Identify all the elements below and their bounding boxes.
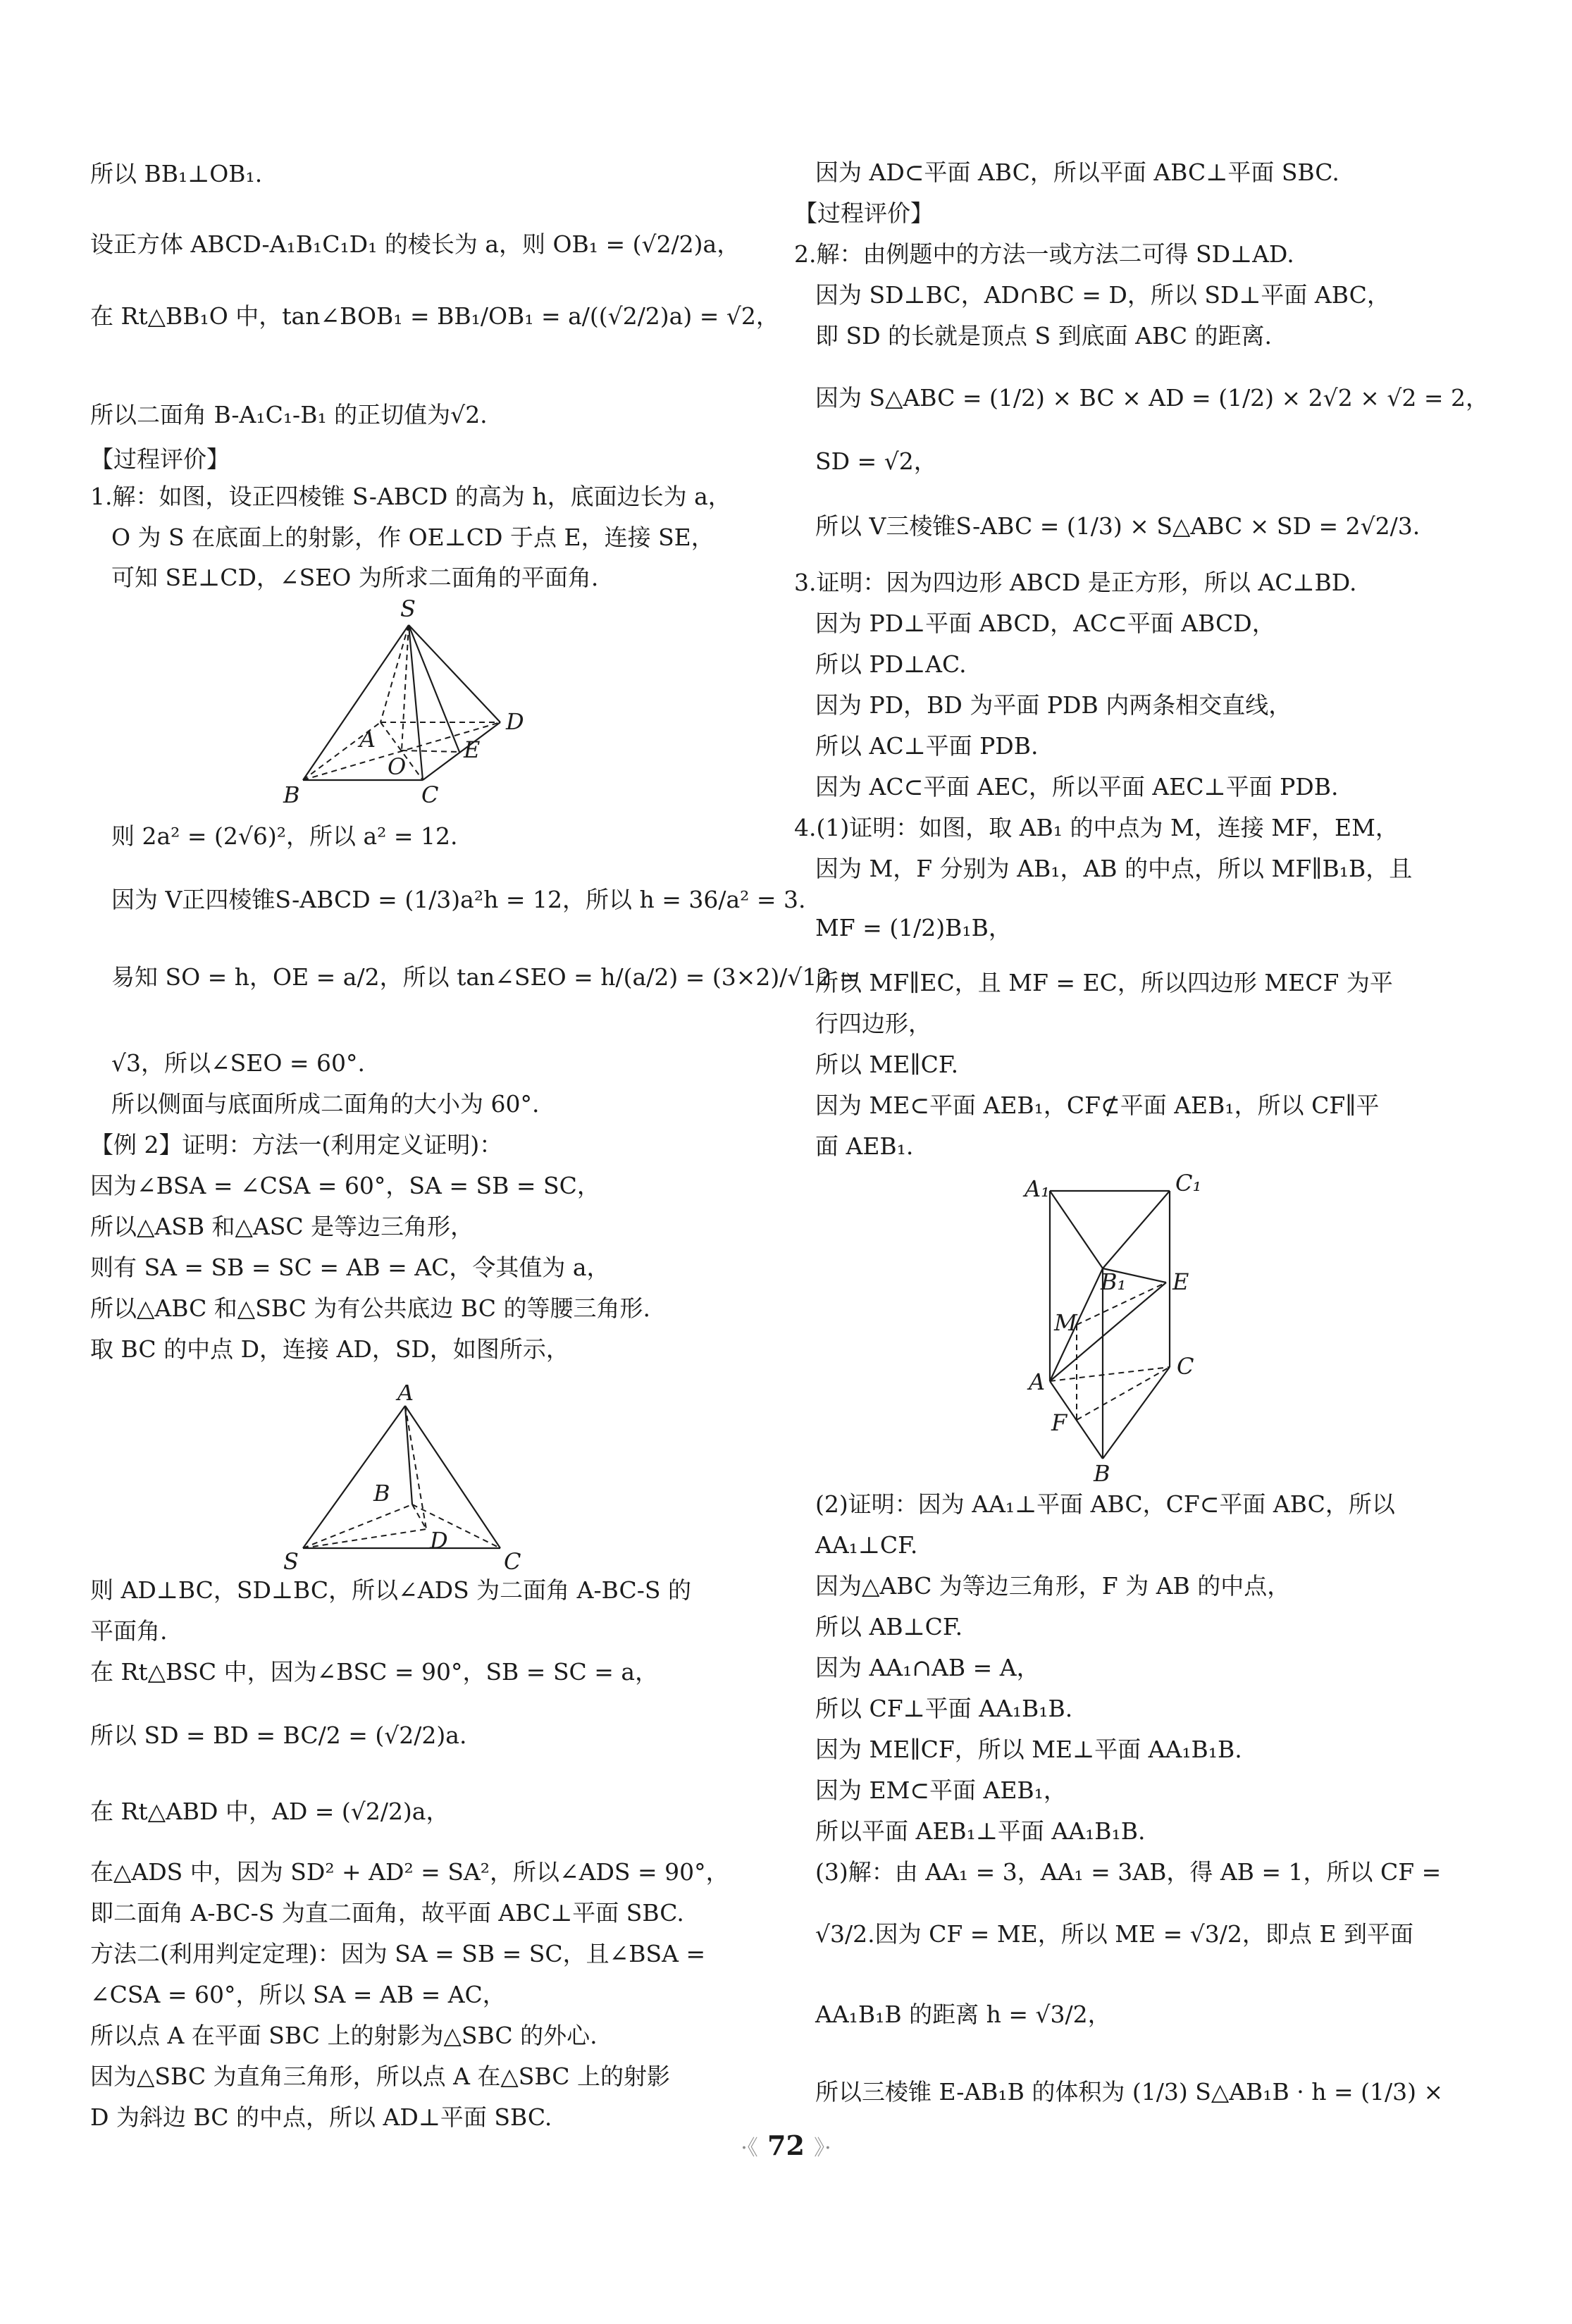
- page-number-value: 72: [767, 2130, 805, 2161]
- vertex-label: O: [388, 753, 407, 780]
- vertex-label: C: [504, 1548, 521, 1575]
- ornament-right-icon: 》·: [814, 2136, 831, 2161]
- text-line: 行四边形，: [815, 1010, 932, 1037]
- text-line: 所以 BB₁⊥OB₁.: [90, 160, 263, 187]
- text-line: SD = √2，: [815, 447, 937, 475]
- ornament-left-icon: ·《: [741, 2136, 758, 2161]
- text-line: 因为∠BSA = ∠CSA = 60°，SA = SB = SC，: [90, 1172, 600, 1199]
- text-line: 设正方体 ABCD-A₁B₁C₁D₁ 的棱长为 a，则 OB₁ = (√2/2)a，: [90, 230, 741, 258]
- text-line: 在 Rt△BB₁O 中，tan∠BOB₁ = BB₁/OB₁ = a/((√2/2)a) = √2，: [90, 302, 779, 330]
- text-line: 所以三棱锥 E-AB₁B 的体积为 (1/3) S△AB₁B · h = (1/3) ×: [815, 2078, 1444, 2106]
- text-line: 因为 ME∥CF，所以 ME⊥平面 AA₁B₁B.: [815, 1736, 1242, 1763]
- text-line: 所以平面 AEB₁⊥平面 AA₁B₁B.: [815, 1817, 1146, 1845]
- text-line: √3，所以∠SEO = 60°.: [111, 1049, 366, 1077]
- text-line: √3/2.因为 CF = ME，所以 ME = √3/2，即点 E 到平面: [815, 1920, 1413, 1948]
- text-line: 面 AEB₁.: [815, 1132, 914, 1160]
- text-line: 即 SD 的长就是顶点 S 到底面 ABC 的距离.: [815, 322, 1273, 350]
- text-line: 因为 PD⊥平面 ABCD，AC⊂平面 ABCD，: [815, 610, 1275, 637]
- text-line: 因为△ABC 为等边三角形，F 为 AB 的中点，: [815, 1572, 1291, 1600]
- text-line: AA₁⊥CF.: [815, 1531, 918, 1559]
- vertex-label: E: [464, 736, 481, 763]
- text-line: 2.解：由例题中的方法一或方法二可得 SD⊥AD.: [794, 240, 1294, 268]
- vertex-label: C₁: [1175, 1170, 1202, 1197]
- vertex-label: A: [1029, 1368, 1046, 1395]
- text-line: (2)证明：因为 AA₁⊥平面 ABC，CF⊂平面 ABC，所以: [815, 1490, 1395, 1518]
- page-number: [0, 2130, 1572, 2161]
- text-line: 在 Rt△BSC 中，因为∠BSC = 90°，SB = SC = a，: [90, 1658, 659, 1686]
- vertex-label: C: [1177, 1353, 1194, 1380]
- pyramid-figure: [282, 595, 550, 814]
- text-line: 所以二面角 B-A₁C₁-B₁ 的正切值为√2.: [90, 401, 488, 428]
- vertex-label: S: [400, 595, 416, 622]
- tetrahedron-figure: [282, 1385, 528, 1575]
- text-line: 平面角.: [90, 1617, 168, 1645]
- vertex-label: A: [397, 1385, 414, 1406]
- text-line: 所以 PD⊥AC.: [815, 650, 967, 678]
- vertex-label: D: [506, 708, 524, 735]
- text-line: 所以 MF∥EC，且 MF = EC，所以四边形 MECF 为平: [815, 969, 1393, 996]
- vertex-label: B: [283, 781, 300, 808]
- text-line: 取 BC 的中点 D，连接 AD，SD，如图所示，: [90, 1335, 569, 1363]
- text-line: D 为斜边 BC 的中点，所以 AD⊥平面 SBC.: [90, 2103, 552, 2131]
- text-line: 在△ADS 中，因为 SD² + AD² = SA²，所以∠ADS = 90°，: [90, 1858, 729, 1886]
- text-line: 方法二(利用判定定理)：因为 SA = SB = SC，且∠BSA =: [90, 1940, 706, 1967]
- vertex-label: B: [1094, 1460, 1110, 1487]
- text-line: 可知 SE⊥CD，∠SEO 为所求二面角的平面角.: [111, 564, 599, 591]
- vertex-label: C: [421, 781, 439, 808]
- text-line: 因为 EM⊂平面 AEB₁，: [815, 1776, 1067, 1804]
- text-line: 则 AD⊥BC，SD⊥BC，所以∠ADS 为二面角 A-BC-S 的: [90, 1576, 692, 1604]
- text-line: 因为 PD，BD 为平面 PDB 内两条相交直线，: [815, 691, 1292, 719]
- vertex-label: D: [430, 1527, 448, 1554]
- text-line: 所以 SD = BD = BC/2 = (√2/2)a.: [90, 1722, 467, 1749]
- vertex-label: F: [1051, 1409, 1067, 1436]
- vertex-label: E: [1172, 1268, 1189, 1295]
- text-line: MF = (1/2)B₁B，: [815, 914, 1012, 941]
- vertex-label: M: [1054, 1309, 1077, 1336]
- section-heading: 【过程评价】: [794, 199, 934, 227]
- text-line: 所以 AB⊥CF.: [815, 1613, 963, 1640]
- text-line: 所以△ABC 和△SBC 为有公共底边 BC 的等腰三角形.: [90, 1294, 650, 1322]
- text-line: 因为 S△ABC = (1/2) × BC × AD = (1/2) × 2√2 × √2 = 2，: [815, 384, 1489, 412]
- text-line: 易知 SO = h，OE = a/2，所以 tan∠SEO = h/(a/2) = (3×2)/√12 =: [111, 963, 859, 991]
- vertex-label: S: [283, 1548, 299, 1575]
- text-line: 3.证明：因为四边形 ABCD 是正方形，所以 AC⊥BD.: [794, 569, 1357, 596]
- vertex-label: A: [359, 726, 376, 753]
- text-line: 因为 V正四棱锥S-ABCD = (1/3)a²h = 12，所以 h = 36/a² = 3.: [111, 886, 806, 913]
- text-line: 因为 SD⊥BC，AD∩BC = D，所以 SD⊥平面 ABC，: [815, 281, 1390, 309]
- text-line: 因为 M，F 分别为 AB₁，AB 的中点，所以 MF∥B₁B，且: [815, 855, 1413, 882]
- text-line: AA₁B₁B 的距离 h = √3/2，: [815, 2001, 1111, 2028]
- vertex-label: B₁: [1101, 1268, 1127, 1295]
- text-line: 所以点 A 在平面 SBC 上的射影为△SBC 的外心.: [90, 2022, 598, 2049]
- text-line: O 为 S 在底面上的射影，作 OE⊥CD 于点 E，连接 SE，: [111, 524, 714, 551]
- text-line: 4.(1)证明：如图，取 AB₁ 的中点为 M，连接 MF，EM，: [794, 814, 1399, 841]
- text-line: 所以 CF⊥平面 AA₁B₁B.: [815, 1695, 1073, 1722]
- text-line: 所以△ASB 和△ASC 是等边三角形，: [90, 1213, 474, 1240]
- example-heading: 【例 2】证明：方法一(利用定义证明)：: [90, 1131, 503, 1158]
- text-line: 则 2a² = (2√6)²，所以 a² = 12.: [111, 822, 458, 850]
- text-line: 即二面角 A-BC-S 为直二面角，故平面 ABC⊥平面 SBC.: [90, 1899, 684, 1927]
- prism-figure: [1022, 1163, 1247, 1487]
- text-line: 所以 V三棱锥S-ABC = (1/3) × S△ABC × SD = 2√2/3.: [815, 512, 1421, 540]
- text-line: 1.解：如图，设正四棱锥 S-ABCD 的高为 h，底面边长为 a，: [90, 483, 731, 510]
- text-line: ∠CSA = 60°，所以 SA = AB = AC，: [90, 1981, 506, 2008]
- vertex-label: A₁: [1025, 1175, 1050, 1202]
- text-line: 则有 SA = SB = SC = AB = AC，令其值为 a，: [90, 1254, 610, 1281]
- section-heading: 【过程评价】: [90, 445, 230, 473]
- text-line: 因为 AD⊂平面 ABC，所以平面 ABC⊥平面 SBC.: [815, 159, 1339, 186]
- text-line: 因为△SBC 为直角三角形，所以点 A 在△SBC 上的射影: [90, 2063, 670, 2090]
- text-line: 所以侧面与底面所成二面角的大小为 60°.: [111, 1090, 540, 1118]
- text-line: 所以 ME∥CF.: [815, 1051, 959, 1078]
- text-line: 因为 ME⊂平面 AEB₁，CF⊄平面 AEB₁，所以 CF∥平: [815, 1092, 1380, 1119]
- text-line: 因为 AC⊂平面 AEC，所以平面 AEC⊥平面 PDB.: [815, 773, 1339, 801]
- text-line: 所以 AC⊥平面 PDB.: [815, 732, 1039, 760]
- text-line: 因为 AA₁∩AB = A，: [815, 1654, 1040, 1681]
- vertex-label: B: [373, 1480, 390, 1507]
- text-line: (3)解：由 AA₁ = 3，AA₁ = 3AB，得 AB = 1，所以 CF =: [815, 1858, 1442, 1886]
- text-line: 在 Rt△ABD 中，AD = (√2/2)a，: [90, 1798, 450, 1825]
